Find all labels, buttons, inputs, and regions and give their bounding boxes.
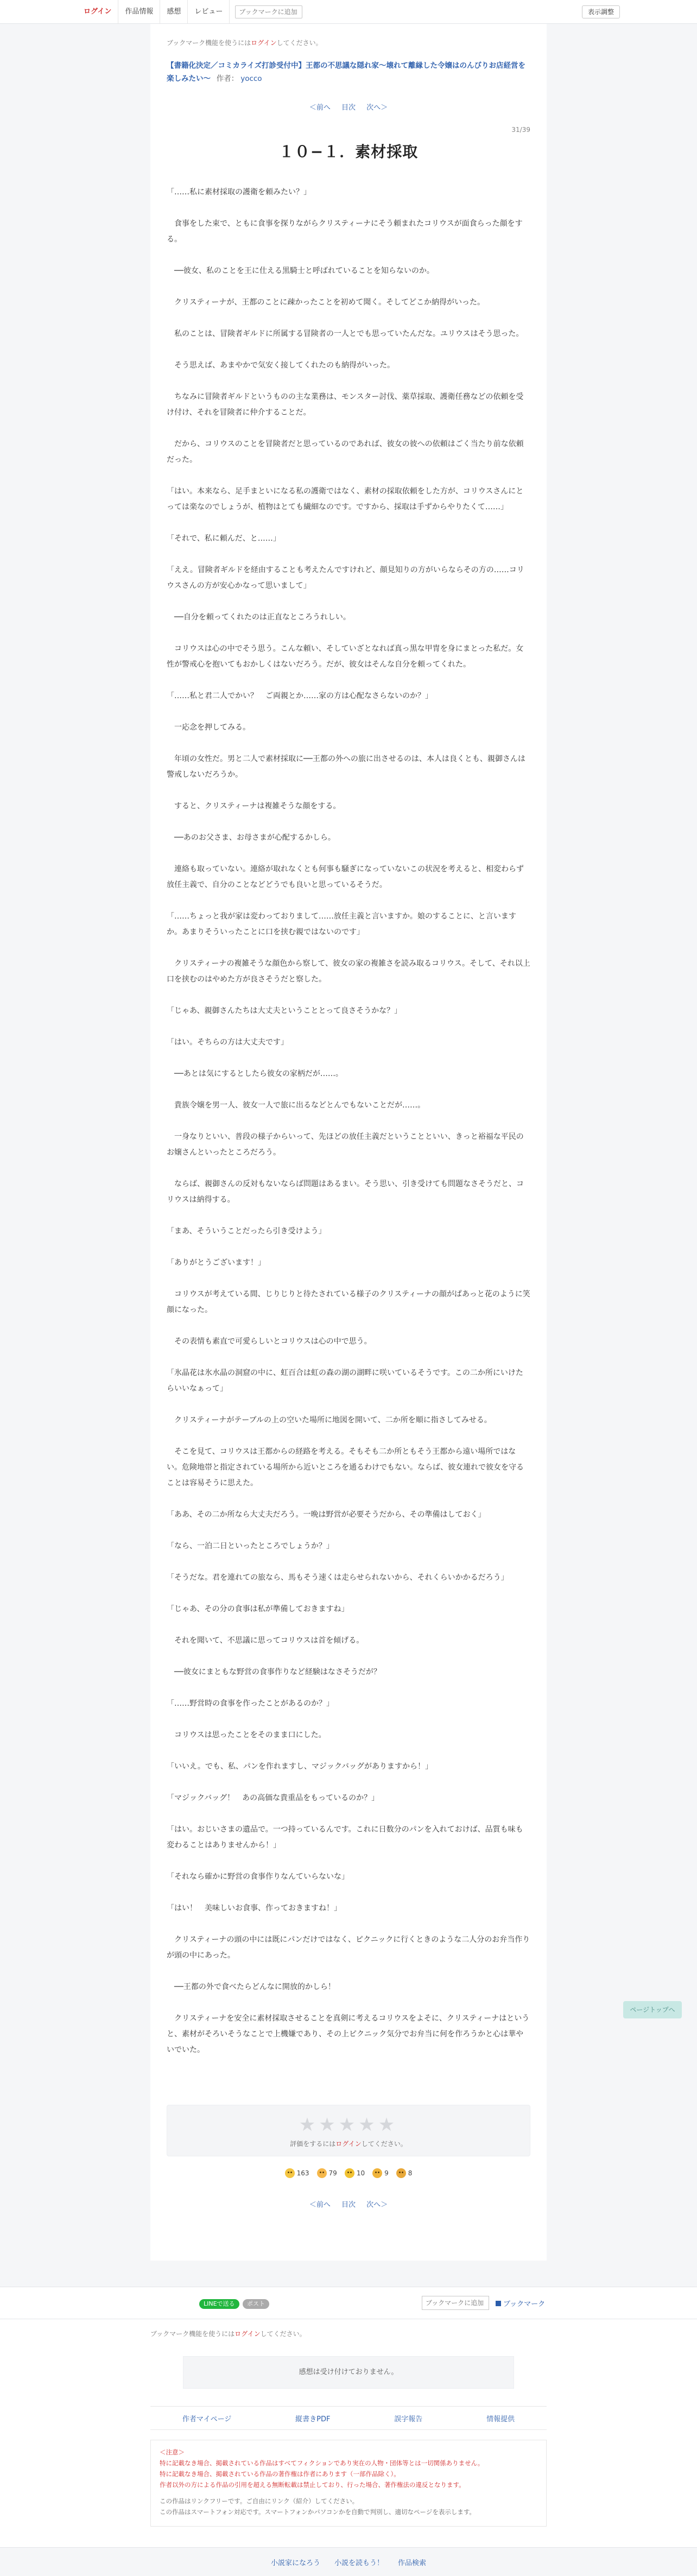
line-share-button[interactable]: LINEで送る [199, 2299, 239, 2309]
blank-line [167, 1649, 530, 1664]
blank-line [167, 515, 530, 531]
reaction-smile[interactable] [317, 2168, 337, 2178]
login-link[interactable]: ログイン [77, 0, 118, 24]
blank-line [167, 1680, 530, 1696]
blank-line [167, 1271, 530, 1287]
blank-line [167, 374, 530, 389]
notice-extra: この作品はスマートフォン対応です。スマートフォンかパソコンかを自動で判別し、適切なページを表示します。 [160, 2508, 476, 2516]
blank-line [167, 1712, 530, 1727]
body-paragraph: クリスティーナの複雑そうな顔色から察して、彼女の家の複雑さを読み取るコリウス。そして、それ以上口を挟むのはやめた方が良さそうだと察した。 [167, 959, 530, 984]
reaction-count: 10 [356, 2169, 365, 2177]
body-paragraph: 年頃の女性だ。男と二人で素材採取に──王都の外への旅に出させるのは、本人は良くとも、親御さんは警戒しないだろうか。 [167, 755, 525, 779]
impressions-link[interactable]: 感想 [160, 0, 188, 24]
bookmark-notice-text: ブックマーク機能を使うには [167, 39, 251, 47]
blank-line [167, 846, 530, 862]
blank-line [167, 1916, 530, 1932]
bookmark-notice-text-after: してください。 [260, 2330, 306, 2338]
blank-line [167, 1397, 530, 1413]
blank-line [167, 1806, 530, 1822]
blank-line [167, 1082, 530, 1098]
blank-line [167, 547, 530, 562]
body-paragraph: 連絡も取っていない。連絡が取れなくとも何事も騒ぎになっていないこの状況を考えると、相変わらず放任主義で、自分のことなどどうでも良いと思っているそうだ。 [167, 865, 524, 889]
post-share-button[interactable]: ポスト [243, 2299, 269, 2309]
bookmark-icon [496, 2301, 501, 2306]
pager-bottom [167, 2199, 530, 2209]
notice-line: 特に記載なき場合、掲載されている作品の著作権は作者にあります（一部作品除く）。 [160, 2470, 400, 2478]
lower-section [0, 2319, 697, 2547]
body-paragraph: その表情も素直で可愛らしいとコリウスは心の中で思う。 [167, 1337, 372, 1346]
blank-line [167, 673, 530, 688]
body-paragraph: コリウスは思ったことをそのまま口にした。 [167, 1731, 326, 1739]
rating-box [167, 2105, 530, 2156]
blank-line [167, 279, 530, 295]
blank-line [167, 1617, 530, 1633]
body-paragraph: 「はい！ 美味しいお食事、作っておきますね！」 [167, 1904, 341, 1913]
smile-icon [317, 2168, 327, 2178]
reaction-clap[interactable] [396, 2168, 413, 2178]
narou-link[interactable]: 小説家になろう [270, 2559, 320, 2567]
body-paragraph: 「……私に素材採取の護衛を頼みたい？」 [167, 188, 311, 197]
work-title-link[interactable]: 【書籍化決定／コミカライズ打診受付中】王都の不思議な隠れ家〜壊れて離縁した令嬢はのんびりお店経営を楽しみたい〜 [167, 61, 525, 83]
page-top-button[interactable]: ページトップへ [623, 2001, 682, 2018]
blank-line [167, 1523, 530, 1539]
blank-line [167, 1208, 530, 1224]
body-paragraph: 「ありがとうございます！」 [167, 1258, 265, 1267]
author-mypage-link[interactable]: 作者マイページ [182, 2415, 232, 2423]
blank-line [167, 988, 530, 1003]
body-paragraph: ──あのお父さま、お母さまが心配するかしら。 [167, 833, 335, 842]
rating-stars[interactable]: ★★★★★ [299, 2114, 398, 2136]
display-settings-button[interactable]: 表示調整 [582, 5, 620, 18]
bookmark-button[interactable] [496, 2298, 545, 2308]
body-paragraph: 「はい。そちらの方は大丈夫です」 [167, 1038, 288, 1047]
rating-login-link[interactable]: ログイン [335, 2140, 362, 2148]
body-paragraph: そう思えば、あまやかで気安く接してくれたのも納得がいった。 [167, 361, 395, 370]
body-paragraph: 「……私と君二人でかい？ ご両親とか……家の方は心配なさらないのか？」 [167, 692, 433, 700]
bookmark-add-input[interactable] [422, 2296, 489, 2310]
prev-link[interactable]: ＜前へ [309, 2201, 331, 2209]
rating-note [167, 2139, 530, 2148]
impressions-box: 感想は受け付けておりません。 [183, 2356, 514, 2389]
blank-line [167, 1113, 530, 1129]
toc-link[interactable]: 目次 [341, 104, 356, 112]
blank-line [167, 1019, 530, 1035]
body-paragraph: 一身なりといい、普段の様子からいって、先ほどの放任主義だということといい、きっと裕福な平民のお嬢さんといったところだろう。 [167, 1132, 524, 1157]
body-paragraph: 「マジックバッグ！ あの高価な貴重品をもっているのか？」 [167, 1794, 379, 1802]
surprised-icon [372, 2168, 382, 2178]
body-paragraph: 「……ちょっと我が家は変わっておりまして……放任主義と言いますか。娘のすることに、と言いますか。あまりそういったことに口を挟む親ではないのです」 [167, 912, 516, 936]
pager-top [167, 102, 530, 112]
body-paragraph: クリスティーナがテーブルの上の空いた場所に地図を開いて、二か所を順に指さしてみせる。 [167, 1416, 492, 1425]
vertical-pdf-link[interactable]: 縦書きPDF [295, 2415, 331, 2423]
body-paragraph: 「それなら確かに野営の食事作りなんていらないな」 [167, 1872, 349, 1881]
body-paragraph: ならば、親御さんの反対もないならば問題はあるまい。そう思い、引き受けても問題なさそうだと、コリウスは納得する。 [167, 1180, 524, 1204]
body-paragraph: ちなみに冒険者ギルドというものの主な業務は、モンスター討伐、薬草採取、護衛任務などの依頼を受け付け、それを冒険者に仲介することだ。 [167, 393, 524, 417]
bottom-bar [0, 2547, 697, 2575]
blank-line [167, 736, 530, 751]
body-paragraph: 「ああ、その二か所なら大丈夫だろう。一晩は野営が必要そうだから、その準備はしておく」 [167, 1510, 486, 1519]
notice-extra: この作品はリンクフリーです。ご自由にリンク（紹介）してください。 [160, 2497, 359, 2505]
body-paragraph: クリスティーナを安全に素材採取させることを真剣に考えるコリウスをよそに、クリスティーナはというと、素材がそろいそうなことで上機嫌であり、その上ピクニック気分でお弁当に何を作ろうかと心は華やいでいた。 [167, 2014, 530, 2054]
blank-line [167, 248, 530, 263]
body-paragraph: 「ええ。冒険者ギルドを経由することも考えたんですけれど、顔見知りの方がいらならその方の……コリウスさんの方が安心かなって思いまして」 [167, 566, 524, 590]
body-paragraph: ──自分を頼ってくれたのは正直なところうれしい。 [167, 613, 351, 622]
body-paragraph: 「はい。本来なら、足手まといになる私の護衛ではなく、素材の採取依頼をした方が、コリウスさんにとっては楽なのでしょうが、植物はとても繊細なのです。ですから、採取は手ずからやりたくて……」 [167, 487, 524, 511]
yomou-link[interactable]: 小説を読もう！ [334, 2559, 384, 2567]
main-content [150, 24, 547, 2261]
blank-line [167, 783, 530, 799]
body-paragraph: ──彼女、私のことを王に仕える黒騎士と呼ばれていることを知らないのか。 [167, 267, 434, 275]
blank-line [167, 1239, 530, 1255]
body-paragraph: ──王都の外で食べたらどんなに開放的かしら！ [167, 1983, 335, 1991]
bookmark-notice [167, 38, 530, 47]
body-paragraph: 「じゃあ、親御さんたちは大丈夫ということとって良さそうかな？」 [167, 1007, 402, 1015]
blank-line [167, 200, 530, 216]
next-link[interactable]: 次へ＞ [366, 2201, 388, 2209]
toc-link[interactable]: 目次 [341, 2201, 356, 2209]
bookmark-notice-text-after: してください。 [276, 39, 322, 47]
blank-line [167, 1743, 530, 1759]
footer-links [150, 2406, 547, 2430]
body-paragraph: 「はい。おじいさまの遺品で。一つ持っているんです。これに日数分のパンを入れておけば、品質も味も変わることはありませんから！」 [167, 1825, 523, 1850]
blank-line [167, 814, 530, 830]
body-paragraph: クリスティーナが、王都のことに疎かったことを初めて聞く。そしてどこか納得がいった。 [167, 298, 485, 307]
novel-body [167, 185, 530, 2058]
prev-link[interactable]: ＜前へ [309, 104, 331, 112]
blank-line [167, 342, 530, 358]
thumbs-up-icon [285, 2168, 295, 2178]
blank-line [167, 1964, 530, 1979]
reaction-count: 9 [384, 2169, 389, 2177]
blank-line [167, 1995, 530, 2011]
bookmark-notice-text: ブックマーク機能を使うには [150, 2330, 235, 2338]
info-report-link[interactable]: 情報提供 [486, 2415, 515, 2423]
reaction-count: 8 [408, 2169, 413, 2177]
body-paragraph: 「じゃあ、その分の食事は私が準備しておきますね」 [167, 1605, 349, 1613]
body-paragraph: 貴族令嬢を男一人、彼女一人で旅に出るなどとんでもないことだが……。 [167, 1101, 425, 1110]
reaction-thumbs-up[interactable] [285, 2168, 309, 2178]
blank-line [167, 1554, 530, 1570]
reaction-count: 163 [296, 2169, 309, 2177]
notice-line: 特に記載なき場合、掲載されている作品はすべてフィクションであり実在の人物・団体等とは一切関係ありません。 [160, 2459, 484, 2467]
body-paragraph: 「いいえ。でも、私、パンを作れますし、マジックバッグがありますから！」 [167, 1762, 433, 1771]
typo-report-link[interactable]: 誤字報告 [394, 2415, 423, 2423]
reaction-laugh[interactable] [345, 2168, 365, 2178]
blank-line [167, 468, 530, 484]
clap-icon [396, 2168, 406, 2178]
blank-line [167, 1050, 530, 1066]
body-paragraph: 「そうだな。君を連れての旅なら、馬もそう速くは走らせられないから、それくらいかかるだろう」 [167, 1573, 509, 1582]
body-paragraph: 私のことは、冒険者ギルドに所属する冒険者の一人とでも思っていたんだな。ユリウスはそう思った。 [167, 330, 524, 338]
body-paragraph: 「それで、私に頼んだ、と……」 [167, 534, 281, 543]
chapter-title: １０−１．素材採取 [278, 143, 419, 161]
body-paragraph: 「……野営時の食事を作ったことがあるのか？」 [167, 1699, 334, 1708]
blank-line [167, 594, 530, 610]
bookmark-notice [150, 2329, 306, 2338]
body-paragraph: 一応念を押してみる。 [167, 723, 250, 732]
body-paragraph: ──彼女にまともな野営の食事作りなど経験はなさそうだが？ [167, 1668, 381, 1676]
blank-line [167, 1775, 530, 1790]
blank-line [167, 893, 530, 909]
blank-line [167, 1318, 530, 1334]
blank-line [167, 1586, 530, 1602]
blank-line [167, 421, 530, 436]
top-navigation [0, 0, 697, 24]
blank-line [167, 625, 530, 641]
review-link[interactable]: レビュー [188, 0, 230, 24]
bookmark-login-link[interactable]: ログイン [235, 2330, 261, 2338]
work-search-link[interactable]: 作品検索 [398, 2559, 427, 2567]
reaction-surprised[interactable] [372, 2168, 389, 2178]
author-label: 作者： [216, 74, 239, 83]
body-paragraph: コリウスは心の中でそう思う。こんな頼い、そしていざとなれば真っ黒な甲冑を身にまとった私だ。女性が警戒心を抱いてもおかしくはないだろう。だが、彼女はそんな自分を頼ってくれた。 [167, 644, 524, 669]
notice-box [150, 2440, 547, 2527]
bookmark-add-input[interactable] [235, 5, 302, 18]
rating-note-text: 評価をするには [290, 2140, 336, 2148]
body-paragraph: 「氷晶花は氷水晶の洞窟の中に、虹百合は虹の森の湖の湖畔に咲いているそうです。この二か所にいけたらいいなぁって」 [167, 1369, 523, 1393]
notice-title: ＜注意＞ [160, 2448, 185, 2456]
body-paragraph: ──あとは気にするとしたら彼女の家柄だが……。 [167, 1069, 343, 1078]
page-count: 31/39 [511, 126, 530, 134]
body-paragraph: 「まあ、そういうことだったら引き受けよう」 [167, 1227, 326, 1236]
body-paragraph: 食事をした束で、ともに食事を探りながらクリスティーナにそう頼まれたコリウスが面食らった顔をする。 [167, 219, 523, 244]
work-info-link[interactable]: 作品情報 [118, 0, 160, 24]
body-paragraph: コリウスが考えている間、じりじりと待たされている様子のクリスティーナの顔がぱあっと花のように笑顔になった。 [167, 1290, 530, 1314]
rating-note-text-after: してください。 [361, 2140, 407, 2148]
blank-line [167, 1161, 530, 1176]
body-paragraph: すると、クリスティーナは複雑そうな顔をする。 [167, 802, 341, 811]
reaction-count: 79 [328, 2169, 337, 2177]
blank-line [167, 940, 530, 956]
body-paragraph: クリスティーナの頭の中には既にパンだけではなく、ピクニックに行くときのような二人分のお弁当作りが頭の中にあった。 [167, 1935, 530, 1960]
blank-line [167, 1853, 530, 1869]
body-paragraph: 「なら、一泊二日といったところでしょうか？」 [167, 1542, 334, 1550]
work-title-block [167, 59, 530, 85]
blank-line [167, 1491, 530, 1507]
bookmark-login-link[interactable]: ログイン [251, 39, 277, 47]
notice-line: 作者以外の方による作品の引用を超える無断転載は禁止しており、行った場合、著作権法の違反となります。 [160, 2481, 465, 2489]
bookmark-label: ブックマーク [503, 2300, 546, 2308]
blank-line [167, 704, 530, 720]
author-link[interactable]: yocco [240, 74, 262, 83]
laugh-icon [345, 2168, 354, 2178]
reactions [167, 2168, 530, 2178]
blank-line [167, 1885, 530, 1901]
blank-line [167, 1350, 530, 1365]
next-link[interactable]: 次へ＞ [366, 104, 388, 112]
body-paragraph: そこを見て、コリウスは王都からの経路を考える。そもそも二か所ともそう王都から遠い場所ではない。危険地帯と指定されている場所から近いところを通るわけでもない。ならば、彼女連れで彼女を守ることは容易そうに思えた。 [167, 1447, 524, 1488]
blank-line [167, 1428, 530, 1444]
body-paragraph: それを聞いて、不思議に思ってコリウスは首を傾げる。 [167, 1636, 364, 1645]
blank-line [167, 311, 530, 326]
share-bar [0, 2287, 697, 2319]
body-paragraph: だから、コリウスのことを冒険者だと思っているのであれば、彼女の彼への依頼はごく当たり前な依頼だった。 [167, 440, 524, 464]
